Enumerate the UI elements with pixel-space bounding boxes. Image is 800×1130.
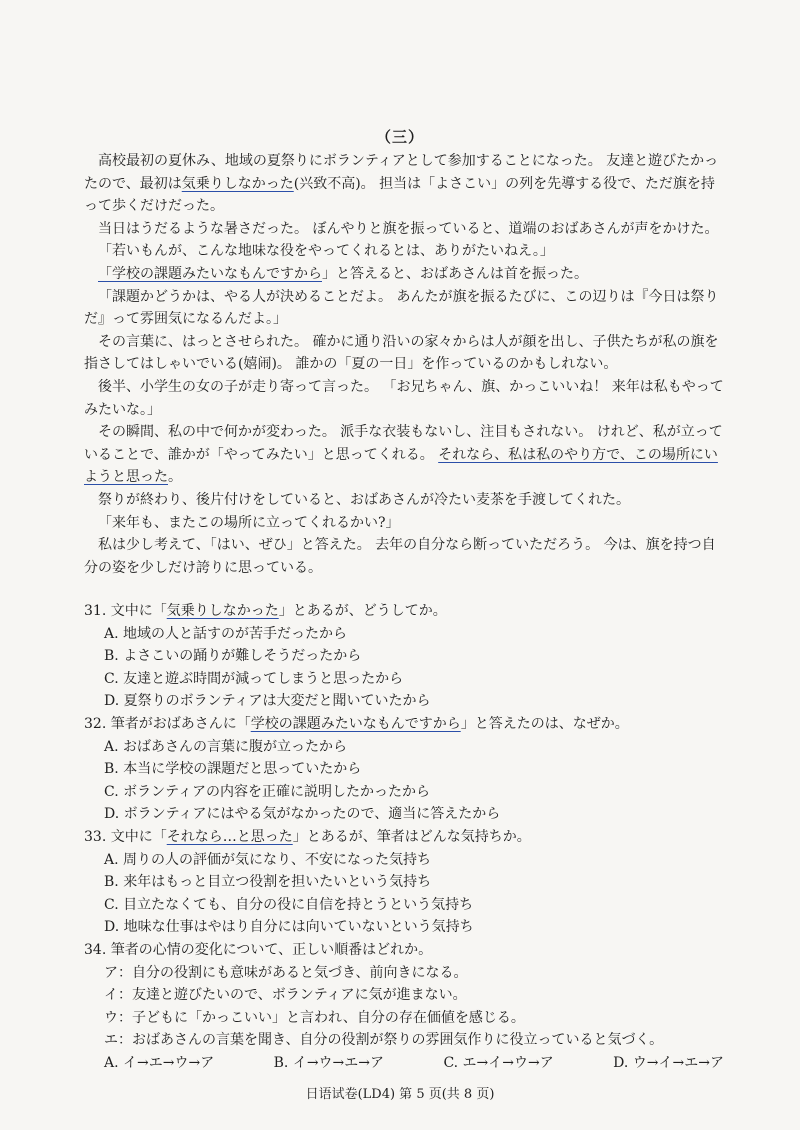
passage-paragraph (84, 421, 728, 489)
question-text: 33. 文中に「 (84, 828, 167, 845)
passage-paragraph (84, 150, 728, 218)
passage-text: (兴致不高)。 担当は「よさこい」の列を先導する役で、ただ旗を持って歩くだけだった。 (84, 175, 715, 215)
passage-paragraph: 当日はうだるような暑さだった。 ぼんやりと旗を振っていると、道端のおばあさんが声をかけた。 (98, 220, 719, 237)
question-31-option-b: B. よさこいの踊りが難しそうだったから (104, 648, 362, 665)
question-32-stem (84, 713, 734, 736)
passage-paragraph: 「課題かどうかは、やる人が決めることだよ。 あんたが旗を振るたびに、この辺りは『今日は祭りだ』って雰囲気になるんだよ。」 (84, 288, 719, 328)
question-31-option-a: A. 地域の人と話すのが苦手だったから (104, 625, 348, 642)
section-title: （三） (375, 128, 424, 146)
page-footer: 日语试卷(LD4) 第 5 页(共 8 页) (305, 1087, 495, 1102)
underlined-phrase: 学校の課題みたいなもんですから (250, 715, 461, 732)
question-text: 」とあるが、どうしてか。 (278, 603, 447, 619)
question-33-option-b: B. 来年はもっと目立つ役割を担いたいという気持ち (104, 874, 432, 891)
question-34-stem: 34. 筆者の心情の変化について、正しい順番はどれか。 (84, 941, 433, 958)
question-34-item: イ：友達と遊びたいので、ボランティアに気が進まない。 (104, 987, 467, 1004)
underlined-phrase: 気乗りしなかった (166, 603, 279, 619)
reading-passage (84, 150, 728, 579)
question-list (84, 600, 734, 1074)
passage-paragraph (84, 263, 728, 286)
passage-paragraph: その言葉に、はっとさせられた。 確かに通り沿いの家々からは人が顔を出し、子供たちが私の旗を指さしてはしゃいでいる(嬉闹)。 誰かの「夏の一日」を作っているのかもしれない。 (84, 333, 719, 373)
passage-paragraph: 祭りが終わり、後片付けをしていると、おばあさんが冷たい麦茶を手渡してくれた。 (98, 491, 630, 508)
passage-paragraph: 私は少し考えて、「はい、ぜひ」と答えた。 去年の自分なら断っていただろう。 今は、旗を持つ自分の姿を少しだけ誇りに思っている。 (84, 537, 716, 576)
question-34-item: ア：自分の役割にも意味があると気づき、前向きになる。 (104, 964, 468, 981)
question-32-option-d: D. ボランティアにはやる気がなかったので、適当に答えたから (104, 806, 501, 823)
question-32-option-c: C. ボランティアの内容を正確に説明したかったから (104, 783, 430, 800)
passage-paragraph: 「来年も、またこの場所に立ってくれるかい?」 (98, 514, 400, 531)
question-34-item: エ：おばあさんの言葉を聞き、自分の役割が祭りの雰囲気作りに役立っていると気づく。 (104, 1032, 664, 1049)
question-text: 」と答えたのは、なぜか。 (460, 715, 629, 732)
question-text: 」とあるが、筆者はどんな気持ちか。 (292, 828, 531, 845)
question-33-option-a: A. 周りの人の評価が気になり、不安になった気持ち (104, 851, 432, 868)
passage-text: 高校最初の夏休み、地域の夏祭りにボランティアとして参加することになった。 友達と遊びたかったので、最初は (84, 153, 719, 192)
passage-paragraph: 「若いもんが、こんな地味な役をやってくれるとは、ありがたいねえ。」 (98, 243, 554, 260)
passage-text: 」と答えると、おばあさんは首を振った。 (322, 265, 588, 282)
question-text: 32. 筆者がおばあさんに「 (84, 715, 251, 732)
question-34-option-c: C. エ→イ→ウ→ア (443, 1054, 554, 1071)
question-31-stem (84, 600, 734, 623)
question-34-option-d: D. ウ→イ→エ→ア (613, 1054, 724, 1071)
question-34-option-b: B. イ→ウ→エ→ア (273, 1054, 385, 1071)
question-34-option-a: A. イ→エ→ウ→ア (104, 1054, 215, 1071)
question-34-item: ウ：子どもに「かっこいい」と言われ、自分の存在価値を感じる。 (104, 1009, 525, 1026)
question-31-option-c: C. 友達と遊ぶ時間が減ってしまうと思ったから (104, 670, 404, 687)
question-34-options (104, 1052, 724, 1075)
passage-text: 。 (168, 469, 182, 486)
underlined-phrase: それなら、私は私のやり方で、この場所にいようと思った (84, 446, 718, 486)
question-31-option-d: D. 夏祭りのボランティアは大変だと聞いていたから (104, 693, 431, 710)
question-33-stem (84, 826, 734, 849)
underlined-phrase: それなら…と思った (166, 828, 293, 845)
question-text: 31. 文中に「 (84, 603, 167, 619)
passage-text: その瞬間、私の中で何かが変わった。 派手な衣装もないし、注目もされない。 けれど、私が立っていることで、誰かが「やってみたい」と思ってくれる。 (84, 424, 723, 463)
underlined-phrase: 「学校の課題みたいなもんですから (98, 265, 322, 282)
passage-paragraph: 後半、小学生の女の子が走り寄って言った。 「お兄ちゃん、旗、かっこいいね！ 来年は私もやってみたいな。」 (84, 378, 724, 418)
question-32-option-b: B. 本当に学校の課題だと思っていたから (104, 761, 362, 778)
question-33-option-c: C. 目立たなくても、自分の役に自信を持とうという気持ち (104, 896, 474, 913)
question-32-option-a: A. おばあさんの言葉に腹が立ったから (104, 738, 348, 755)
underlined-phrase: 気乗りしなかった (181, 175, 294, 192)
question-33-option-d: D. 地味な仕事はやはり自分には向いていないという気持ち (104, 919, 474, 936)
